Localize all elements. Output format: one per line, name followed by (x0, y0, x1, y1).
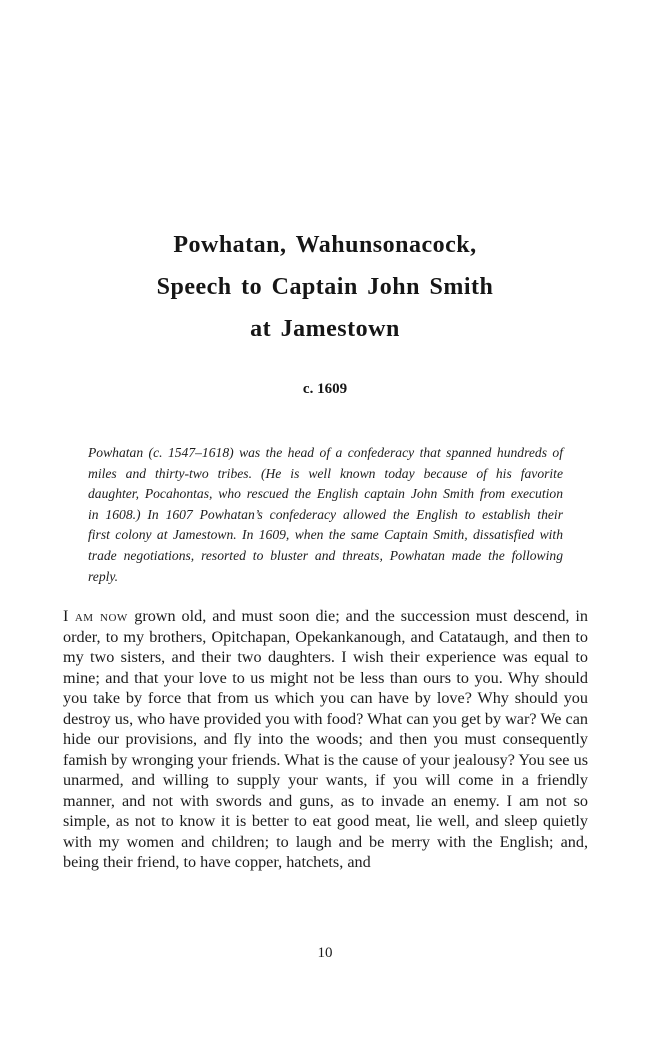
page-number: 10 (317, 945, 333, 961)
title-line-2: Speech to Captain John Smith (156, 274, 494, 300)
title-line-1: Powhatan, Wahunsonacock, (173, 232, 477, 258)
small-caps-opening: am now (68, 607, 135, 625)
body-paragraph: grown old, and must soon die; and the succession must descend, in order, to my brothers, Opitchapan, Opekankanough, and Catataugh, and then to my two sisters, and their two daughters. I wish their experience was equal to mine; and that your love to us might not be less than ours to you. Why should you take by force that from us which you can have by love? Why should you destroy us, who have provided you with food? What can you get by war? We can hide our provisions, and fly into the woods; and then you must consequently famish by wronging your friends. What is the cause of your jealousy? You see us unarmed, and willing to supply your wants, if you will come in a friendly manner, and not with swords and guns, as to invade an enemy. I am not so simple, as not to know it is better to eat good meat, lie well, and sleep quietly with my women and children; to laugh and be merry with the English; and, being their friend, to have copper, hatchets, and (63, 607, 589, 871)
speech-body (63, 606, 588, 873)
page-title (0, 224, 650, 350)
lead-capital: I (63, 607, 69, 625)
title-line-3: at Jamestown (250, 316, 400, 342)
headnote: Powhatan (c. 1547–1618) was the head of a confederacy that spanned hundreds of miles and thirty-two tribes. (He is well known today because of his favorite daughter, Pocahontas, who rescued the English captain John Smith from execution in 1608.) In 1607 Powhatan’s confederacy allowed the English to establish their first colony at Jamestown. In 1609, when the same Captain Smith, dissatisfied with trade negotiations, resorted to bluster and threats, Powhatan made the following reply. (88, 445, 563, 584)
speech-date: c. 1609 (302, 381, 348, 397)
